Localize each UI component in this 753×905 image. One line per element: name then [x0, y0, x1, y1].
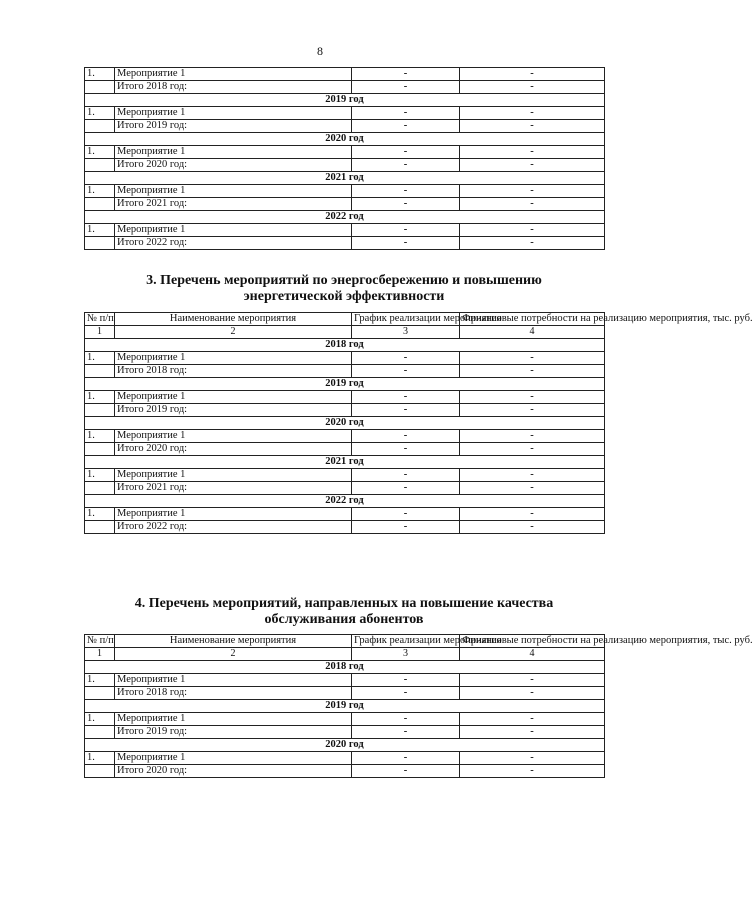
total-label: Итого 2020 год:	[115, 159, 352, 172]
total-label: Итого 2022 год:	[115, 521, 352, 534]
table-row	[85, 224, 605, 237]
event-name: Мероприятие 1	[115, 430, 352, 443]
table-row	[85, 68, 605, 81]
finance-cell: -	[460, 198, 605, 211]
event-name: Мероприятие 1	[115, 391, 352, 404]
year-row	[85, 661, 605, 674]
row-number: 1.	[85, 185, 115, 198]
finance-cell: -	[460, 482, 605, 495]
empty-cell	[85, 765, 115, 778]
table-row	[85, 430, 605, 443]
header-row	[85, 635, 605, 648]
row-number: 1.	[85, 146, 115, 159]
row-number: 1.	[85, 469, 115, 482]
schedule-cell: -	[352, 107, 460, 120]
column-index: 2	[115, 326, 352, 339]
finance-cell: -	[460, 443, 605, 456]
section-4-title-line-2: обслуживания абонентов	[264, 612, 424, 627]
table-row	[85, 713, 605, 726]
finance-cell: -	[460, 224, 605, 237]
row-number: 1.	[85, 674, 115, 687]
column-index: 4	[460, 648, 605, 661]
year-heading: 2019 год	[85, 378, 605, 391]
total-label: Итого 2021 год:	[115, 198, 352, 211]
total-row	[85, 237, 605, 250]
event-name: Мероприятие 1	[115, 713, 352, 726]
event-name: Мероприятие 1	[115, 674, 352, 687]
finance-cell: -	[460, 107, 605, 120]
schedule-cell: -	[352, 237, 460, 250]
finance-cell: -	[460, 508, 605, 521]
row-number: 1.	[85, 430, 115, 443]
event-name: Мероприятие 1	[115, 352, 352, 365]
page-number: 8	[317, 44, 323, 58]
section-4-title	[84, 596, 604, 628]
schedule-cell: -	[352, 508, 460, 521]
schedule-cell: -	[352, 521, 460, 534]
event-name: Мероприятие 1	[115, 469, 352, 482]
service-quality-table	[84, 634, 753, 778]
schedule-cell: -	[352, 365, 460, 378]
year-heading: 2022 год	[85, 495, 605, 508]
energy-saving-table	[84, 312, 753, 534]
header-row	[85, 313, 605, 326]
total-row	[85, 404, 605, 417]
column-index: 1	[85, 326, 115, 339]
table-row	[85, 146, 605, 159]
total-row	[85, 443, 605, 456]
year-row	[85, 378, 605, 391]
row-number: 1.	[85, 224, 115, 237]
empty-cell	[85, 198, 115, 211]
event-name: Мероприятие 1	[115, 508, 352, 521]
total-row	[85, 120, 605, 133]
total-row	[85, 726, 605, 739]
table-row	[85, 107, 605, 120]
section-4-title-line-1: 4. Перечень мероприятий, направленных на повышение качества	[134, 596, 554, 611]
empty-cell	[85, 521, 115, 534]
row-number: 1.	[85, 713, 115, 726]
schedule-cell: -	[352, 443, 460, 456]
schedule-cell: -	[352, 765, 460, 778]
event-name: Мероприятие 1	[115, 68, 352, 81]
row-number: 1.	[85, 352, 115, 365]
events-table-continued	[84, 67, 605, 250]
year-row	[85, 739, 605, 752]
finance-cell: -	[460, 404, 605, 417]
header-schedule: График реализации мероприятия	[352, 635, 460, 648]
year-row	[85, 172, 605, 185]
year-row	[85, 211, 605, 224]
event-name: Мероприятие 1	[115, 224, 352, 237]
schedule-cell: -	[352, 713, 460, 726]
table-row	[85, 508, 605, 521]
table-row	[85, 352, 605, 365]
header-event-name: Наименование мероприятия	[115, 313, 352, 326]
total-row	[85, 81, 605, 94]
header-schedule: График реализации мероприятия	[352, 313, 460, 326]
year-row	[85, 700, 605, 713]
header-finance: Финансовые потребности на реализацию мероприятия, тыс. руб.	[460, 635, 605, 648]
total-row	[85, 365, 605, 378]
year-row	[85, 94, 605, 107]
empty-cell	[85, 237, 115, 250]
empty-cell	[85, 687, 115, 700]
header-finance: Финансовые потребности на реализацию мероприятия, тыс. руб.	[460, 313, 605, 326]
schedule-cell: -	[352, 482, 460, 495]
finance-cell: -	[460, 713, 605, 726]
finance-cell: -	[460, 237, 605, 250]
year-heading: 2022 год	[85, 211, 605, 224]
row-number: 1.	[85, 107, 115, 120]
schedule-cell: -	[352, 224, 460, 237]
finance-cell: -	[460, 391, 605, 404]
empty-cell	[85, 726, 115, 739]
year-heading: 2021 год	[85, 456, 605, 469]
row-number: 1.	[85, 752, 115, 765]
schedule-cell: -	[352, 391, 460, 404]
schedule-cell: -	[352, 687, 460, 700]
header-number: № п/п	[85, 635, 115, 648]
schedule-cell: -	[352, 198, 460, 211]
row-number: 1.	[85, 508, 115, 521]
total-row	[85, 521, 605, 534]
finance-cell: -	[460, 521, 605, 534]
schedule-cell: -	[352, 352, 460, 365]
finance-cell: -	[460, 752, 605, 765]
total-label: Итого 2020 год:	[115, 765, 352, 778]
year-row	[85, 456, 605, 469]
year-row	[85, 417, 605, 430]
column-index: 1	[85, 648, 115, 661]
schedule-cell: -	[352, 146, 460, 159]
section-3-title	[84, 273, 604, 305]
event-name: Мероприятие 1	[115, 107, 352, 120]
column-index: 3	[352, 326, 460, 339]
finance-cell: -	[460, 726, 605, 739]
year-row	[85, 495, 605, 508]
schedule-cell: -	[352, 469, 460, 482]
year-row	[85, 339, 605, 352]
column-index: 4	[460, 326, 605, 339]
finance-cell: -	[460, 430, 605, 443]
year-heading: 2020 год	[85, 739, 605, 752]
year-heading: 2018 год	[85, 661, 605, 674]
schedule-cell: -	[352, 404, 460, 417]
column-index: 2	[115, 648, 352, 661]
year-row	[85, 133, 605, 146]
finance-cell: -	[460, 68, 605, 81]
total-label: Итого 2019 год:	[115, 726, 352, 739]
finance-cell: -	[460, 81, 605, 94]
column-index: 3	[352, 648, 460, 661]
row-number: 1.	[85, 68, 115, 81]
schedule-cell: -	[352, 81, 460, 94]
section-3-title-line-2: энергетической эффективности	[243, 289, 445, 304]
total-row	[85, 198, 605, 211]
schedule-cell: -	[352, 430, 460, 443]
finance-cell: -	[460, 159, 605, 172]
finance-cell: -	[460, 469, 605, 482]
schedule-cell: -	[352, 726, 460, 739]
row-number: 1.	[85, 391, 115, 404]
empty-cell	[85, 443, 115, 456]
schedule-cell: -	[352, 185, 460, 198]
year-heading: 2019 год	[85, 700, 605, 713]
table-row	[85, 674, 605, 687]
finance-cell: -	[460, 120, 605, 133]
empty-cell	[85, 120, 115, 133]
total-label: Итого 2019 год:	[115, 404, 352, 417]
finance-cell: -	[460, 687, 605, 700]
table-row	[85, 185, 605, 198]
year-heading: 2021 год	[85, 172, 605, 185]
empty-cell	[85, 404, 115, 417]
finance-cell: -	[460, 146, 605, 159]
event-name: Мероприятие 1	[115, 185, 352, 198]
total-label: Итого 2019 год:	[115, 120, 352, 133]
index-row	[85, 648, 605, 661]
year-heading: 2018 год	[85, 339, 605, 352]
index-row	[85, 326, 605, 339]
total-label: Итого 2021 год:	[115, 482, 352, 495]
total-label: Итого 2020 год:	[115, 443, 352, 456]
finance-cell: -	[460, 674, 605, 687]
total-label: Итого 2018 год:	[115, 365, 352, 378]
total-label: Итого 2018 год:	[115, 81, 352, 94]
schedule-cell: -	[352, 159, 460, 172]
table-row	[85, 391, 605, 404]
total-row	[85, 765, 605, 778]
finance-cell: -	[460, 185, 605, 198]
year-heading: 2019 год	[85, 94, 605, 107]
schedule-cell: -	[352, 120, 460, 133]
year-heading: 2020 год	[85, 417, 605, 430]
header-number: № п/п	[85, 313, 115, 326]
finance-cell: -	[460, 352, 605, 365]
total-label: Итого 2022 год:	[115, 237, 352, 250]
finance-cell: -	[460, 365, 605, 378]
event-name: Мероприятие 1	[115, 752, 352, 765]
schedule-cell: -	[352, 752, 460, 765]
empty-cell	[85, 365, 115, 378]
total-label: Итого 2018 год:	[115, 687, 352, 700]
finance-cell: -	[460, 765, 605, 778]
header-event-name: Наименование мероприятия	[115, 635, 352, 648]
total-row	[85, 159, 605, 172]
table-row	[85, 469, 605, 482]
empty-cell	[85, 81, 115, 94]
schedule-cell: -	[352, 674, 460, 687]
empty-cell	[85, 159, 115, 172]
table-row	[85, 752, 605, 765]
schedule-cell: -	[352, 68, 460, 81]
total-row	[85, 482, 605, 495]
section-3-title-line-1: 3. Перечень мероприятий по энергосбережению и повышению	[146, 273, 542, 288]
total-row	[85, 687, 605, 700]
event-name: Мероприятие 1	[115, 146, 352, 159]
year-heading: 2020 год	[85, 133, 605, 146]
empty-cell	[85, 482, 115, 495]
